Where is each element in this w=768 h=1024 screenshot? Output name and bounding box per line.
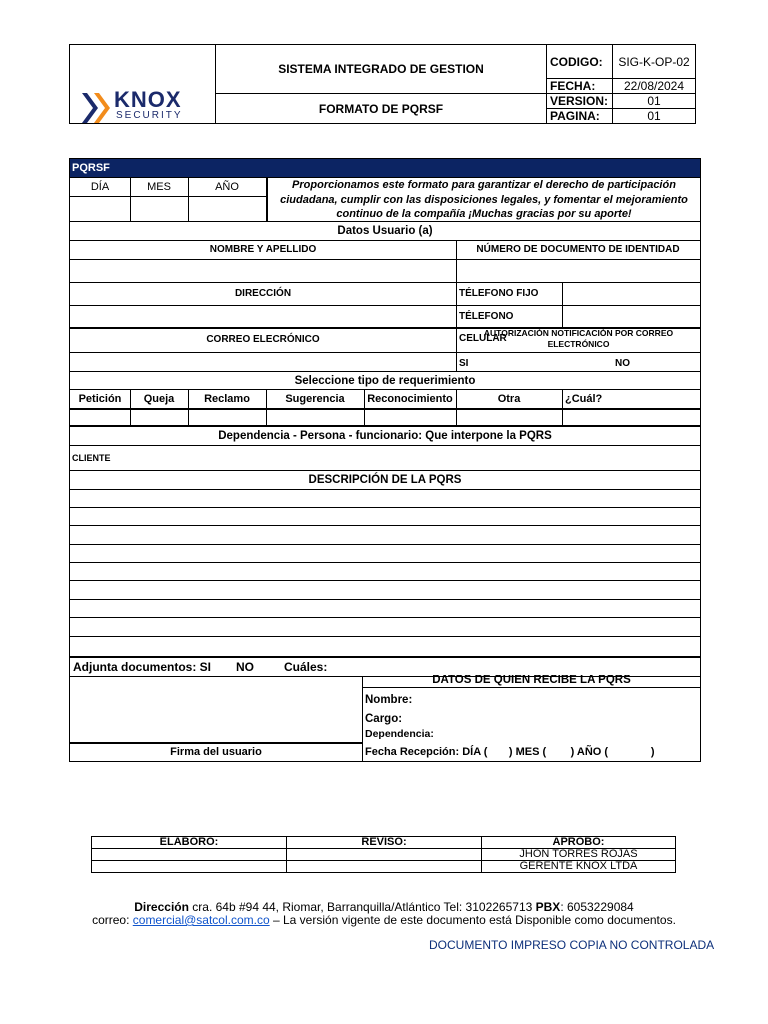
aprobo-role: GERENTE KNOX LTDA: [482, 861, 676, 873]
nombre-recibe-label: Nombre:: [365, 694, 413, 706]
footer-email-link[interactable]: comercial@satcol.com.co: [132, 913, 270, 927]
meta-key: PAGINA:: [547, 109, 613, 124]
meta-value: SIG-K-OP-02: [613, 45, 696, 79]
tel-celular-label: TÉLEFONO CELULAR: [459, 311, 514, 344]
meta-key: VERSION:: [547, 94, 613, 109]
fecha-recepcion-label: Fecha Recepción: DÍA ( ) MES ( ) AÑO ( ): [365, 746, 655, 758]
tipo-5-label: Otra: [497, 393, 521, 405]
elaboro-name[interactable]: [92, 849, 287, 861]
tipo-6-label: ¿Cuál?: [565, 393, 603, 405]
documento-input[interactable]: [457, 260, 700, 282]
correo-input[interactable]: [70, 353, 456, 371]
dia-input[interactable]: [70, 197, 130, 221]
autorizacion-no[interactable]: NO: [615, 358, 630, 369]
copia-no-controlada: DOCUMENTO IMPRESO COPIA NO CONTROLADA: [429, 938, 715, 952]
tipo-2-label: Reclamo: [204, 393, 250, 405]
adjunta-no[interactable]: NO: [236, 660, 254, 674]
reviso-name[interactable]: [287, 849, 482, 861]
approval-table: [91, 836, 676, 873]
adjunta-label: Adjunta documentos: SI: [73, 660, 211, 674]
footer-correo-rest: – La versión vigente de este documento está Disponible como documentos.: [269, 913, 676, 927]
pqrsf-form: [69, 158, 701, 762]
datos-usuario-title: Datos Usuario (a): [337, 225, 433, 237]
direccion-label: DIRECCIÓN: [234, 288, 292, 299]
footer-pbx-text: : 6053229084: [560, 900, 634, 914]
dependencia-title: Dependencia - Persona - funcionario: Que interpone la PQRS: [218, 430, 552, 442]
tipo-0-label: Petición: [78, 393, 122, 405]
tipo-4-checkbox[interactable]: [364, 410, 456, 425]
cargo-recibe-label: Cargo:: [365, 713, 403, 725]
firma-label: Firma del usuario: [170, 746, 262, 758]
footer-correo-label: correo:: [92, 913, 133, 927]
descripcion-title: DESCRIPCIÓN DE LA PQRS: [308, 474, 462, 486]
footer-address: [0, 900, 768, 914]
footer-dir-label: Dirección: [134, 900, 189, 914]
firma-area[interactable]: [70, 677, 362, 743]
elaboro-header: ELABORO:: [92, 837, 287, 849]
header-table: [69, 44, 696, 124]
tel-fijo-label: TÉLEFONO FIJO: [459, 288, 539, 299]
meta-key: CODIGO:: [547, 45, 613, 79]
tipo-0-checkbox[interactable]: [70, 410, 130, 425]
intro-text: Proporcionamos este formato para garantizar el derecho de participación ciudadana, cumplir con las disposiciones legales, y fomentar el mejoramiento continuo de la compañía ¡Muchas gracias por su aporte!: [280, 179, 688, 220]
tipo-1-label: Queja: [143, 393, 175, 405]
footer-dir-text: cra. 64b #94 44, Riomar, Barranquilla/Atlántico Tel: 3102265713: [188, 900, 536, 914]
tipo-5-checkbox[interactable]: [456, 410, 562, 425]
logo-cell: [70, 45, 216, 124]
cuales-label: Cuáles:: [284, 660, 328, 674]
tipo-3-label: Sugerencia: [285, 393, 345, 405]
dia-label: DÍA: [90, 181, 110, 193]
form-band: PQRSF: [70, 159, 700, 177]
mes-input[interactable]: [130, 197, 188, 221]
reviso-role[interactable]: [287, 861, 482, 873]
knox-logo-icon: [80, 91, 110, 125]
autorizacion-label: AUTORIZACIÓN NOTIFICACIÓN POR CORREO ELECTRÓNICO: [483, 328, 674, 349]
meta-value: 01: [613, 94, 696, 109]
nombre-label: NOMBRE Y APELLIDO: [209, 244, 317, 255]
format-title: FORMATO DE PQRSF: [216, 94, 547, 124]
logo-text: KNOX: [114, 87, 182, 112]
tipo-2-checkbox[interactable]: [188, 410, 266, 425]
tipo-3-checkbox[interactable]: [266, 410, 364, 425]
elaboro-role[interactable]: [92, 861, 287, 873]
cliente-label: CLIENTE: [72, 453, 111, 463]
documento-label: NÚMERO DE DOCUMENTO DE IDENTIDAD: [476, 244, 680, 255]
reviso-header: REVISO:: [287, 837, 482, 849]
nombre-input[interactable]: [70, 260, 456, 282]
aprobo-name: JHON TORRES ROJAS: [482, 849, 676, 861]
logo-subtext: SECURITY: [116, 110, 183, 121]
aprobo-header: APROBO:: [482, 837, 676, 849]
meta-key: FECHA:: [547, 79, 613, 94]
datos-recibe-title: DATOS DE QUIEN RECIBE LA PQRS: [432, 675, 631, 686]
system-title: SISTEMA INTEGRADO DE GESTION: [216, 45, 547, 94]
dependencia-recibe-label: Dependencia:: [365, 728, 434, 740]
tipo-1-checkbox[interactable]: [130, 410, 188, 425]
footer-pbx-label: PBX: [535, 900, 561, 914]
mes-label: MES: [147, 181, 171, 193]
seleccione-title: Seleccione tipo de requerimiento: [294, 375, 476, 387]
tipo-6-checkbox[interactable]: [562, 410, 700, 425]
meta-value: 22/08/2024: [613, 79, 696, 94]
correo-label: CORREO ELECRÓNICO: [206, 334, 320, 345]
ano-label: AÑO: [215, 181, 239, 193]
meta-value: 01: [613, 109, 696, 124]
tipo-4-label: Reconocimiento: [367, 393, 453, 405]
direccion-input[interactable]: [70, 306, 456, 327]
tel-fijo-input[interactable]: [563, 283, 700, 305]
footer-correo: [0, 913, 768, 927]
autorizacion-si[interactable]: SI: [459, 358, 469, 369]
tel-celular-input[interactable]: [563, 306, 700, 327]
ano-input[interactable]: [188, 197, 266, 221]
